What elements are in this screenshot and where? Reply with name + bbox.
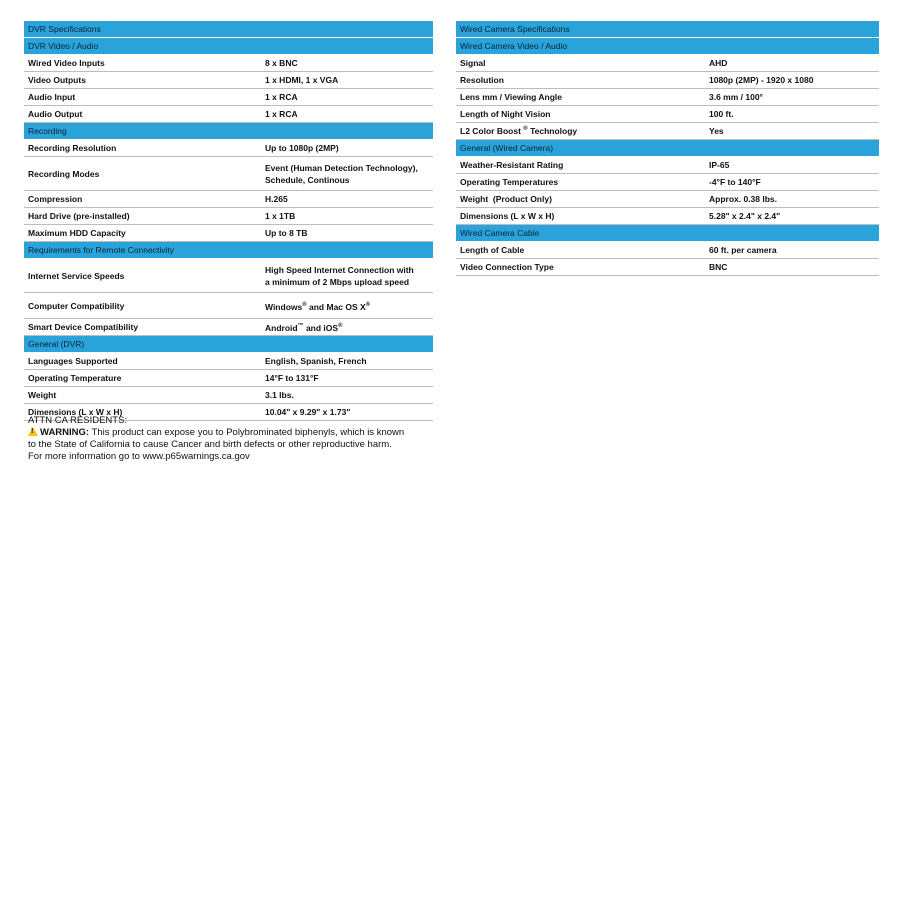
spec-row xyxy=(456,55,879,72)
spec-value xyxy=(265,162,418,186)
section-header: Wired Camera Specifications xyxy=(456,21,879,38)
spec-row xyxy=(456,208,879,225)
spec-value: English, Spanish, French xyxy=(265,356,367,366)
spec-value: 3.1 lbs. xyxy=(265,390,294,400)
registered-mark: ® xyxy=(365,301,371,308)
spec-label: Video Connection Type xyxy=(460,262,554,272)
spec-label: Audio Input xyxy=(28,92,76,102)
spec-label: Operating Temperatures xyxy=(460,177,559,187)
spec-label: Video Outputs xyxy=(28,75,86,85)
spec-label: Dimensions (L x W x H) xyxy=(460,211,555,221)
spec-label: Languages Supported xyxy=(28,356,118,366)
section-header: General (DVR) xyxy=(24,336,433,353)
warning-line: to the State of California to cause Cancer and birth defects or other reproductive harm. xyxy=(28,439,392,450)
spec-value-part: Android xyxy=(265,322,298,333)
warning-line xyxy=(28,427,428,439)
spec-row xyxy=(24,157,433,191)
spec-value xyxy=(265,264,414,288)
wired-camera-specifications-table xyxy=(456,21,879,276)
spec-value-line: a minimum of 2 Mbps upload speed xyxy=(265,276,410,287)
spec-value-line: Event (Human Detection Technology), xyxy=(265,162,418,173)
warning-label: WARNING: xyxy=(40,427,90,438)
spec-label-part: L2 Color Boost xyxy=(460,126,524,136)
spec-label xyxy=(456,126,709,136)
spec-row xyxy=(456,72,879,89)
spec-value-line: Schedule, Continous xyxy=(265,174,350,185)
spec-row xyxy=(24,140,433,157)
spec-row xyxy=(24,319,433,336)
spec-row xyxy=(24,293,433,319)
spec-row xyxy=(24,89,433,106)
warning-triangle-icon xyxy=(28,427,38,436)
spec-row xyxy=(24,191,433,208)
spec-row xyxy=(456,157,879,174)
spec-value-part: and iOS xyxy=(303,322,339,333)
section-header: Requirements for Remote Connectivity xyxy=(24,242,433,259)
spec-value-part: and Mac OS X xyxy=(306,301,366,312)
section-header: Recording xyxy=(24,123,433,140)
dvr-specifications-table xyxy=(24,21,433,421)
spec-row xyxy=(24,370,433,387)
spec-label: Hard Drive (pre-installed) xyxy=(28,211,130,221)
spec-value: Up to 8 TB xyxy=(265,228,308,238)
spec-value: H.265 xyxy=(265,194,288,204)
spec-label: Resolution xyxy=(460,75,504,85)
spec-label: Smart Device Compatibility xyxy=(28,322,139,332)
warning-link-line: For more information go to www.p65warnings.ca.gov xyxy=(28,451,250,462)
spec-value xyxy=(265,299,370,313)
spec-row xyxy=(24,72,433,89)
spec-row xyxy=(24,208,433,225)
spec-row xyxy=(24,353,433,370)
spec-label: Length of Night Vision xyxy=(460,109,551,119)
spec-value: 1 x RCA xyxy=(265,109,298,119)
spec-label: Lens mm / Viewing Angle xyxy=(460,92,563,102)
spec-label: Audio Output xyxy=(28,109,83,119)
spec-row xyxy=(24,55,433,72)
spec-value: 5.28" x 2.4" x 2.4" xyxy=(709,211,781,221)
section-header: DVR Video / Audio xyxy=(24,38,433,55)
section-header: General (Wired Camera) xyxy=(456,140,879,157)
spec-value: 3.6 mm / 100° xyxy=(709,92,763,102)
spec-value: 10.04" x 9.29" x 1.73" xyxy=(265,407,351,417)
section-header: DVR Specifications xyxy=(24,21,433,38)
spec-row xyxy=(456,259,879,276)
spec-label: Dimensions (L x W x H) xyxy=(28,407,123,417)
spec-label: Internet Service Speeds xyxy=(28,270,125,281)
spec-value: BNC xyxy=(709,262,728,272)
registered-mark: ® xyxy=(338,323,343,330)
spec-label: Weight xyxy=(28,390,57,400)
registered-mark: ® xyxy=(302,301,307,308)
warning-heading: ATTN CA RESIDENTS: xyxy=(28,415,128,426)
warning-text: This product can expose you to Polybrominated biphenyls, which is known xyxy=(89,427,405,438)
spec-label: Maximum HDD Capacity xyxy=(28,228,126,238)
spec-label: Recording Modes xyxy=(28,168,100,179)
spec-value: 1 x 1TB xyxy=(265,211,296,221)
spec-label-part: Technology xyxy=(527,126,578,136)
spec-value: IP-65 xyxy=(709,160,730,170)
spec-row xyxy=(456,174,879,191)
spec-row xyxy=(456,191,879,208)
spec-label: Signal xyxy=(460,58,486,68)
section-header: Wired Camera Cable xyxy=(456,225,879,242)
section-header: Wired Camera Video / Audio xyxy=(456,38,879,55)
spec-row xyxy=(24,225,433,242)
spec-value xyxy=(265,320,342,334)
trademark-mark: ™ xyxy=(297,323,304,330)
spec-value: Yes xyxy=(709,126,724,136)
spec-label: Weight (Product Only) xyxy=(460,194,552,204)
spec-row xyxy=(24,106,433,123)
spec-value: 100 ft. xyxy=(709,109,734,119)
spec-value: Up to 1080p (2MP) xyxy=(265,143,339,153)
spec-value: -4°F to 140°F xyxy=(709,177,761,187)
spec-label: Compression xyxy=(28,194,83,204)
spec-value: 1080p (2MP) - 1920 x 1080 xyxy=(709,75,814,85)
spec-value: 14°F to 131°F xyxy=(265,373,319,383)
prop65-warning xyxy=(28,415,428,463)
spec-value-part: Windows xyxy=(265,301,303,312)
spec-label: Recording Resolution xyxy=(28,143,117,153)
spec-label: Weather-Resistant Rating xyxy=(460,160,564,170)
spec-value-line: High Speed Internet Connection with xyxy=(265,264,414,275)
spec-value: AHD xyxy=(709,58,728,68)
registered-mark: ® xyxy=(523,126,528,133)
spec-label: Length of Cable xyxy=(460,245,525,255)
spec-label: Wired Video Inputs xyxy=(28,58,105,68)
spec-row xyxy=(456,106,879,123)
spec-value: Approx. 0.38 lbs. xyxy=(709,194,778,204)
spec-value: 1 x HDMI, 1 x VGA xyxy=(265,75,339,85)
spec-value: 60 ft. per camera xyxy=(709,245,777,255)
spec-row xyxy=(456,123,879,140)
spec-row xyxy=(24,259,433,293)
spec-row xyxy=(456,89,879,106)
spec-label: Computer Compatibility xyxy=(28,300,125,311)
spec-row xyxy=(24,387,433,404)
spec-label: Operating Temperature xyxy=(28,373,122,383)
spec-value: 1 x RCA xyxy=(265,92,298,102)
spec-row xyxy=(456,242,879,259)
spec-value: 8 x BNC xyxy=(265,58,298,68)
